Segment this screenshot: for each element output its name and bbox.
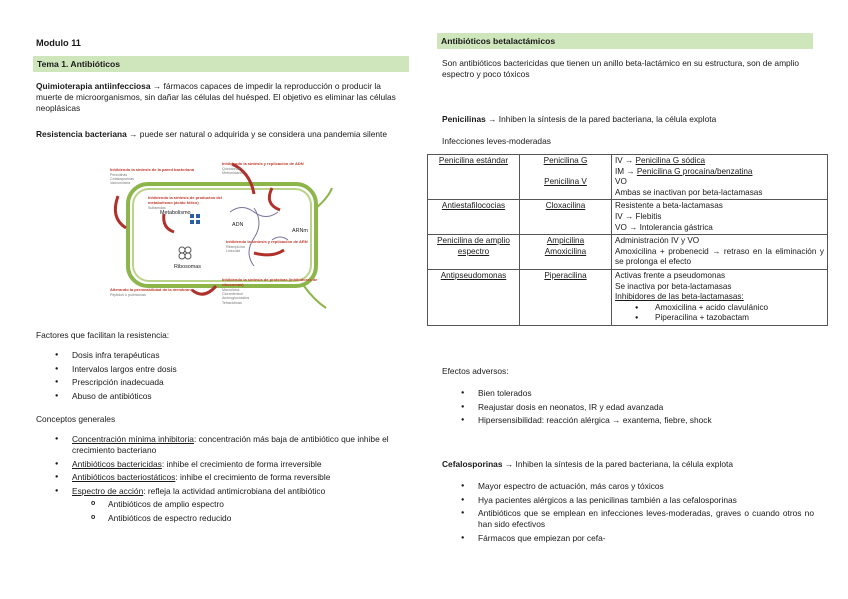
quimioterapia-text: → fármacos capaces de impedir la reproducción o producir la muerte de microorganismos, sin dañar las células del huésped. El objetivo es eliminar las células neoplásicas [36,81,396,113]
list-item: ● Hipersensibilidad: reacción alérgica → exantema, fiebre, shock [442,415,818,426]
inhibitors-list [615,303,824,324]
concept-text: : concentración más baja de antibiótico que inhibe el crecimiento bacteriano [72,434,389,455]
concept-text: : inhibe el crecimiento de forma irreversible [161,458,322,469]
drug-name: Piperacilina [544,270,587,280]
cell-line: IV → Flebitis [615,211,662,221]
conceptos-title: Conceptos generales [36,414,116,424]
list-subitem: o Antibióticos de espectro reducido [36,513,412,524]
table-cell [428,200,520,235]
drug-name: Cloxacilina [545,201,586,211]
group-name: Antipseudomonas [440,270,507,280]
quimioterapia-term: Quimioterapia antiinfecciosa [36,81,151,91]
module-title: Modulo 11 [36,38,81,48]
cefalosporinas-definition [442,459,818,470]
list-item [36,459,412,470]
list-item [36,486,412,497]
drug-name: Penicilina G [543,156,588,165]
penicilinas-term: Penicilinas [442,114,486,124]
resistencia-text: → puede ser natural o adquirida y se considera una pandemia silente [126,129,388,139]
list-item: ● Antibióticos que se emplean en infecciones leves-moderadas, graves o cuando otros no han sido efectivos [442,508,814,530]
label-proteinas: Inhibiendo la síntesis de proteínas (inhibidores de ribosomas) [222,277,318,287]
label-arn: Inhibiendo la síntesis y replicación de ARN [226,239,308,244]
concept-term: Espectro de acción [72,485,144,496]
route-drug: Penicilina G sódica [635,156,706,165]
efectos-list [442,388,818,429]
concept-text: : inhibe el crecimiento de forma reversible [175,472,331,483]
list-item: ● Reajustar dosis en neonatos, IR y edad avanzada [442,402,818,413]
list-item: ● Abuso de antibióticos [36,391,408,402]
cell-line: Inhibidores de las beta-lactamasas: [615,292,744,302]
factores-list [36,350,408,404]
cell-line: Ambas se inactivan por beta-lactamasas [615,187,763,197]
cell-line: Administración IV y VO [615,236,700,246]
label-adn: Inhibiendo la síntesis y replicación de ADN [222,161,304,166]
penicilinas-definition [442,114,812,125]
group-name: Antiestafilococias [441,201,506,211]
sub-arn: Rifampicina Linezolid [226,245,245,254]
metabolism-blocks [190,214,200,224]
cell-line [615,156,824,167]
concept-text: : refleja la actividad antimicrobiana del antibiótico [143,485,326,496]
drug-name: Amoxicilina [544,246,587,256]
dna-strand-shape [249,208,259,266]
efectos-title: Efectos adversos: [442,366,509,376]
list-item: ● Prescripción inadecuada [36,377,408,388]
sub-proteinas: Macrólidos Cloranfenicol Aminoglucósidos Tetraciclinas [222,288,250,305]
cefalosporinas-list [442,481,814,546]
quimioterapia-definition [36,81,408,114]
label-metabolismo: Inhibiendo la síntesis de productos del metabolismo (ácido fólico) [148,195,223,205]
table-cell [520,200,612,235]
label-membrana: Alterando la permeabilidad de la membrana [110,287,193,292]
ribosome-shapes [179,247,191,259]
table-cell [428,235,520,270]
sub-adn: Quinolonas Metronidazol [222,167,243,176]
list-item: ● Amoxicilina + acido clavulánico [615,303,824,314]
table-row [428,155,828,200]
penicilinas-table [427,154,828,326]
cell-line: Amoxicilina + probenecid → retraso en la eliminación y se prolonga el efecto [615,246,824,267]
cell-line: VO → Intolerancia gástrica [615,222,713,232]
ribosomas-label: Ribosomas [174,264,201,270]
betalactamicos-header: Antibióticos betalactámicos [437,33,813,49]
list-item: ● Mayor espectro de actuación, más caros y tóxicos [442,481,814,492]
list-item: ● Fármacos que empiezan por cefa- [442,533,814,544]
table-row [428,200,828,235]
cell-line: Resistente a beta-lactamasas [615,201,723,211]
antibiotic-mechanism-figure [104,158,334,314]
cell-line: VO [615,177,627,187]
drug-name: Ampicilina [546,236,585,246]
route: IV → [615,156,636,165]
table-cell [520,155,612,200]
list-item: ● Hya pacientes alérgicos a las penicilinas también a las cefalosporinas [442,495,814,506]
betalactamicos-intro: Son antibióticos bactericidas que tienen un anillo beta-lactámico en su estructura, son de amplio espectro y poco tóxicos [442,58,800,79]
list-item [36,434,412,456]
group-name: Penicilina de amplio espectro [437,236,510,256]
flagellum-shape [316,188,332,208]
table-cell [428,269,520,325]
label-pared: Inhibiendo la síntesis de la pared bacteriana [110,167,195,172]
cefalosporinas-term: Cefalosporinas [442,459,503,469]
table-cell [520,269,612,325]
list-item: ● Dosis infra terapéuticas [36,350,408,361]
list-item: ● Intervalos largos entre dosis [36,364,408,375]
table-row [428,269,828,325]
cefalosporinas-text: → Inhiben la síntesis de la pared bacteriana, la célula explota [502,459,733,469]
infecciones-label: Infecciones leves-moderadas [442,136,551,146]
drug-name: Penicilina V [544,177,587,187]
group-name: Penicilina estándar [438,156,509,165]
route: IM → [615,166,637,176]
table-cell [520,235,612,270]
list-subitem: o Antibióticos de amplio espectro [36,499,412,510]
pilus-shape [304,286,326,308]
concept-term: Antibióticos bactericidas [72,458,162,469]
cell-line: Se inactiva por beta-lactamasas [615,281,732,291]
table-cell [612,200,828,235]
table-cell [612,269,828,325]
resistencia-definition [36,129,408,140]
cell-line: Activas frente a pseudomonas [615,270,726,280]
list-item: ● Bien tolerados [442,388,818,399]
cell-line [615,167,824,178]
conceptos-list [36,434,412,526]
concept-term: Concentración mínima inhibitoria [72,434,194,444]
sub-membrana: Péptidos o polimixinas [110,293,146,297]
route-drug: Penicilina G procaína/benzatina [636,166,753,176]
table-row [428,235,828,270]
arnm-label: ARNm [292,228,308,234]
metabolismo-label: Metabolismo [160,210,191,216]
adn-label: ADN [232,222,244,228]
concept-term: Antibióticos bacteriostáticos [72,472,176,483]
resistencia-term: Resistencia bacteriana [36,129,127,139]
list-item: ● Piperacilina + tazobactam [615,313,824,324]
table-cell [428,155,520,200]
sub-metabolismo: Sulfamidas [148,206,166,210]
sub-pared: Penicilinas Cefalosporinas Vancomicina [110,173,134,186]
table-cell [612,235,828,270]
penicilinas-text: → Inhiben la síntesis de la pared bacteriana, la célula explota [485,114,717,124]
factores-title: Factores que facilitan la resistencia: [36,330,170,340]
topic-header: Tema 1. Antibióticos [33,56,409,72]
list-item [36,472,412,483]
table-cell [612,155,828,200]
